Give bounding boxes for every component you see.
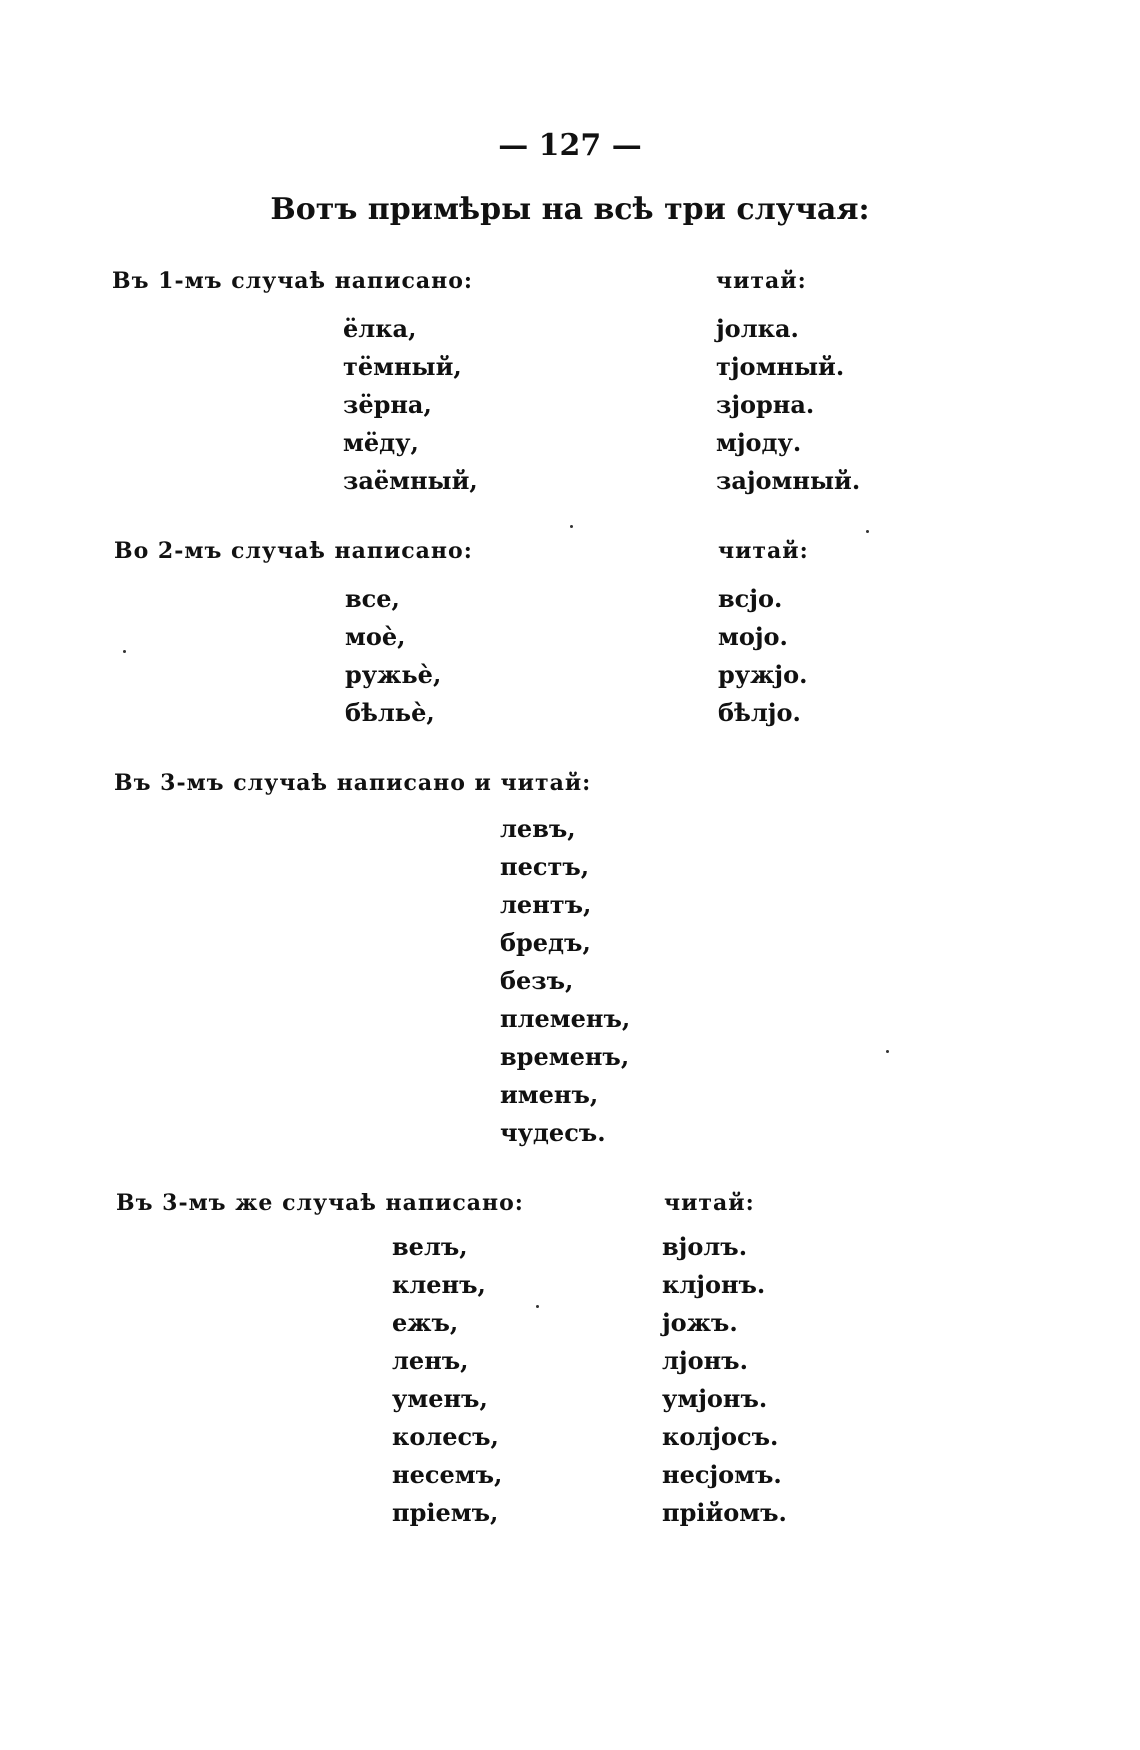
section3-word-list: [500, 810, 630, 1152]
list-item: зјорна.: [716, 390, 815, 419]
list-item: уменъ,: [392, 1384, 488, 1413]
list-item: пестъ,: [500, 852, 590, 881]
list-item: зајомный.: [716, 466, 861, 495]
list-item: тјомный.: [716, 352, 845, 381]
list-item: моѐ,: [345, 622, 406, 651]
list-item: всјо.: [718, 584, 783, 613]
list-item: вјолъ.: [662, 1232, 748, 1261]
list-item: умјонъ.: [662, 1384, 768, 1413]
list-item: клјонъ.: [662, 1270, 766, 1299]
list-item: мјоду.: [716, 428, 802, 457]
list-item: кленъ,: [392, 1270, 486, 1299]
list-item: племенъ,: [500, 1004, 631, 1033]
list-item: все,: [345, 584, 400, 613]
scan-speck: [886, 1050, 889, 1053]
list-item: прійомъ.: [662, 1498, 787, 1527]
list-item: велъ,: [392, 1232, 468, 1261]
list-item: именъ,: [500, 1080, 599, 1109]
section1-read-label: читай:: [716, 268, 807, 294]
section2-read-label: читай:: [718, 538, 809, 564]
section4-written-label: Въ 3-мъ же случаѣ написано:: [116, 1190, 524, 1216]
page-number: — 127 —: [498, 128, 642, 163]
list-item: ружьѐ,: [345, 660, 442, 689]
list-item: лентъ,: [500, 890, 592, 919]
section1-read-list: [716, 310, 860, 500]
list-item: чудесъ.: [500, 1118, 606, 1147]
list-item: ёлка,: [343, 314, 417, 343]
list-item: бѣлјо.: [718, 698, 801, 727]
list-item: заёмный,: [343, 466, 478, 495]
list-item: бредъ,: [500, 928, 591, 957]
section1-written-list: [343, 310, 478, 500]
section4-written-list: [392, 1228, 502, 1532]
scan-speck: [570, 525, 573, 528]
list-item: лјонъ.: [662, 1346, 748, 1375]
scan-speck: [866, 530, 869, 533]
section2-written-list: [345, 580, 441, 732]
section1-written-label: Въ 1-мъ случаѣ написано:: [112, 268, 474, 294]
list-item: ежъ,: [392, 1308, 459, 1337]
list-item: временъ,: [500, 1042, 630, 1071]
section4-read-label: читай:: [664, 1190, 755, 1216]
section3-label: Въ 3-мъ случаѣ написано и читай:: [114, 770, 592, 796]
list-item: колесъ,: [392, 1422, 499, 1451]
page-title: Вотъ примѣры на всѣ три случая:: [270, 192, 870, 227]
section2-written-label: Во 2-мъ случаѣ написано:: [114, 538, 473, 564]
list-item: тёмный,: [343, 352, 462, 381]
list-item: мёду,: [343, 428, 419, 457]
section2-read-list: [718, 580, 807, 732]
list-item: колјосъ.: [662, 1422, 779, 1451]
list-item: левъ,: [500, 814, 576, 843]
list-item: бѣльѐ,: [345, 698, 435, 727]
scan-speck: [536, 1305, 539, 1308]
list-item: мојо.: [718, 622, 788, 651]
list-item: јолка.: [716, 314, 799, 343]
list-item: безъ,: [500, 966, 574, 995]
list-item: ленъ,: [392, 1346, 469, 1375]
section4-read-list: [662, 1228, 787, 1532]
scan-speck: [123, 650, 126, 653]
list-item: несјомъ.: [662, 1460, 782, 1489]
list-item: јожъ.: [662, 1308, 738, 1337]
list-item: несемъ,: [392, 1460, 503, 1489]
list-item: зёрна,: [343, 390, 432, 419]
list-item: ружјо.: [718, 660, 808, 689]
list-item: пріемъ,: [392, 1498, 499, 1527]
